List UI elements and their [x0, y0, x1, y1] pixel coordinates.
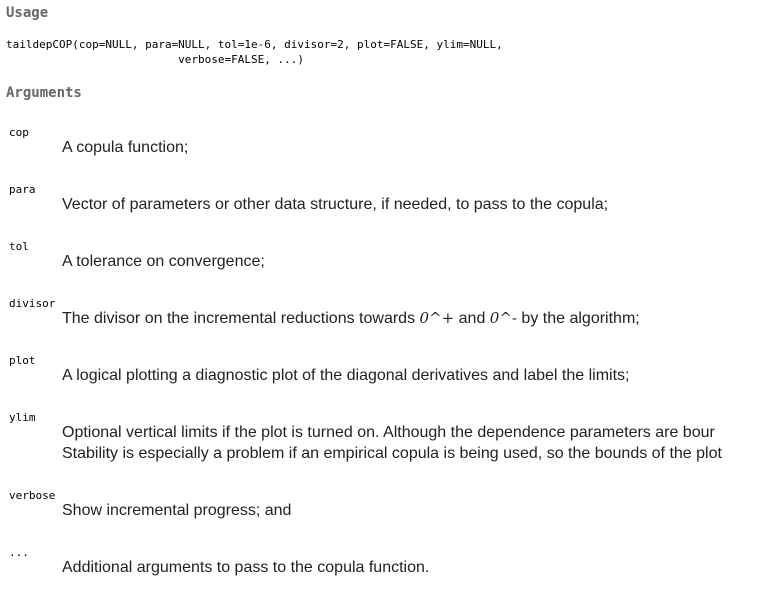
- arg-desc-verbose: Show incremental progress; and: [62, 502, 292, 519]
- arg-desc-dots: Additional arguments to pass to the copula function.: [62, 559, 430, 576]
- arg-desc-ylim-line-2: Stability is especially a problem if an empirical copula is being used, so the bounds of the plot: [62, 445, 722, 462]
- arg-desc-para: Vector of parameters or other data structure, if needed, to pass to the copula;: [62, 196, 609, 213]
- arg-name-cop: cop: [9, 126, 29, 139]
- arg-desc-cop: A copula function;: [62, 139, 189, 156]
- usage-code-block: [6, 37, 503, 67]
- arg-name-plot: plot: [9, 354, 36, 367]
- arg-desc-tol: A tolerance on convergence;: [62, 253, 265, 270]
- arg-desc-ylim-line-1: Optional vertical limits if the plot is turned on. Although the dependence parameters are bour: [62, 424, 715, 441]
- arg-desc-divisor-middle: and: [454, 310, 490, 327]
- arg-name-dots: ...: [9, 546, 29, 559]
- usage-code-line-1: taildepCOP(cop=NULL, para=NULL, tol=1e-6, divisor=2, plot=FALSE, ylim=NULL,: [6, 38, 503, 51]
- arg-name-divisor: divisor: [9, 297, 56, 310]
- arg-name-tol: tol: [9, 240, 29, 253]
- arguments-heading: Arguments: [6, 85, 82, 101]
- usage-heading: Usage: [6, 5, 49, 21]
- arg-name-ylim: ylim: [9, 411, 36, 424]
- math-zero-plus: 0^+: [419, 309, 455, 327]
- arg-desc-divisor: [62, 308, 779, 329]
- arg-name-verbose: verbose: [9, 489, 56, 502]
- arg-desc-divisor-before: The divisor on the incremental reductions towards: [62, 310, 420, 327]
- usage-code-line-2: verbose=FALSE, ...): [6, 53, 305, 66]
- arg-desc-divisor-after: by the algorithm;: [516, 310, 640, 327]
- math-zero-minus: 0^-: [489, 309, 517, 327]
- arg-name-para: para: [9, 183, 36, 196]
- arg-desc-plot: A logical plotting a diagnostic plot of the diagonal derivatives and label the limits;: [62, 367, 630, 384]
